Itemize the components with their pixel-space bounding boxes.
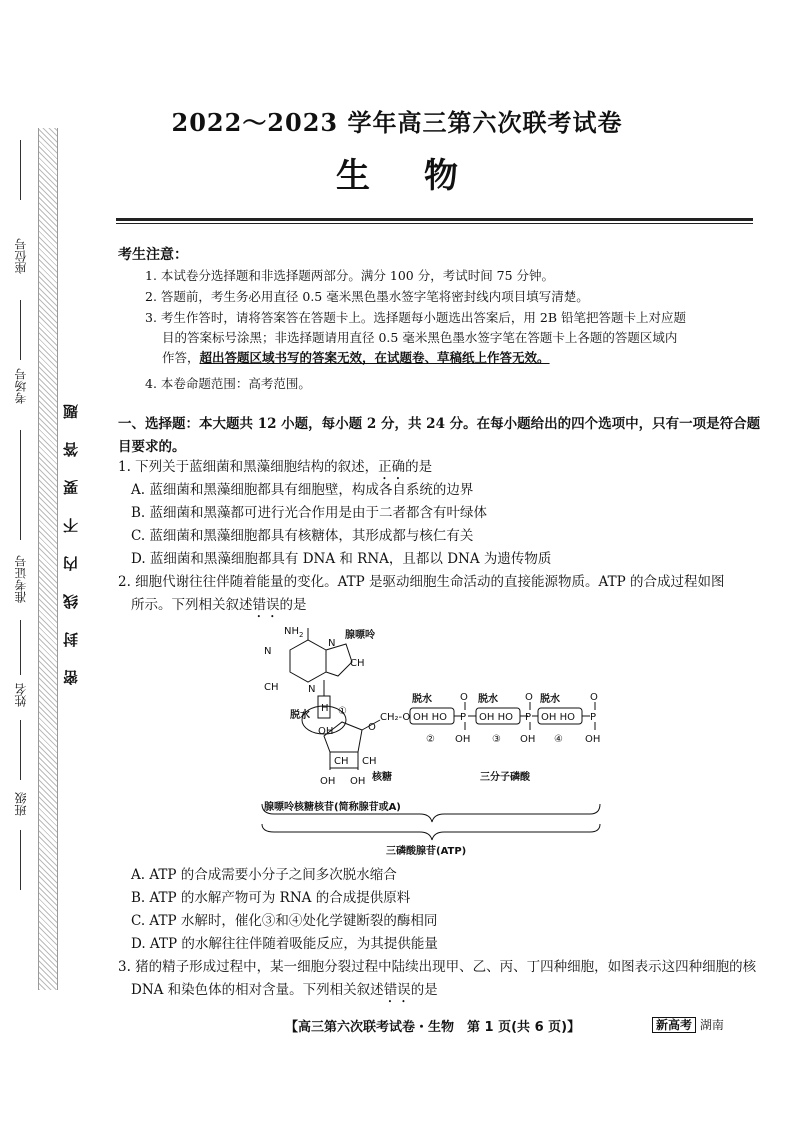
- dehydration-label: 脱水: [412, 694, 432, 705]
- notice-item: 4. 本卷命题范围：高考范围。: [145, 376, 311, 391]
- oh-ho-group: OH HO: [479, 712, 513, 723]
- notice-item-cont: [162, 348, 550, 368]
- o-atom: O: [525, 692, 533, 703]
- n-atom: N: [328, 638, 336, 649]
- notice-emphasis: 超出答题区域书写的答案无效，在试题卷、草稿纸上作答无效。: [199, 350, 550, 365]
- q3-stem-emphasis: 错误: [383, 982, 411, 998]
- binding-hatch: [38, 128, 58, 990]
- bond-mark-3: ③: [492, 734, 501, 745]
- ch-group: CH: [334, 756, 349, 767]
- bond-mark-4: ④: [554, 734, 563, 745]
- svg-text:NH2: [284, 626, 303, 639]
- q1-option-c: C. 蓝细菌和黑藻细胞都具有核糖体，其形成都与核仁有关: [131, 528, 474, 544]
- seat-number-field: 座位号: [14, 238, 28, 274]
- n-atom: N: [264, 646, 272, 657]
- adenosine-label: 腺嘌呤核糖核苷(简称腺苷或A): [264, 802, 401, 813]
- seal-char: 封: [62, 632, 80, 647]
- q2-option-a: A. ATP 的合成需要小分子之间多次脱水缩合: [131, 867, 397, 883]
- phosphorus-atom: P: [525, 712, 532, 723]
- question-2-stem-line2: [131, 594, 307, 621]
- brand-mark: [652, 1016, 724, 1033]
- o-atom: O: [368, 722, 376, 733]
- seal-char: 线: [62, 594, 80, 609]
- q2-stem-emphasis: 错误: [252, 597, 280, 613]
- notice-item: 1. 本试卷分选择题和非选择题两部分。满分 100 分，考试时间 75 分钟。: [145, 268, 555, 283]
- subject-title: 生物: [336, 156, 512, 196]
- atp-label: 三磷酸腺苷(ATP): [386, 846, 467, 857]
- q3-stem-text: DNA 和染色体的相对含量。下列相关叙述: [131, 982, 384, 998]
- question-2-stem-line1: 2. 细胞代谢往往伴随着能量的变化。ATP 是驱动细胞生命活动的直接能源物质。ATP 的合成过程如图: [118, 574, 725, 590]
- ch-group: CH: [350, 658, 365, 669]
- question-3-stem-line1: 3. 猪的精子形成过程中，某一细胞分裂过程中陆续出现甲、乙、丙、丁四种细胞，如图表示这四种细胞的核: [118, 959, 757, 975]
- header-rule-thin: [116, 223, 753, 224]
- admission-number-field: 准考证号: [14, 555, 28, 603]
- section-heading: 一、选择题：本大题共 12 小题，每小题 2 分，共 24 分。在每小题给出的四个选项中，只有一项是符合题目要求的。: [118, 416, 761, 455]
- h-atom: H: [321, 703, 329, 714]
- bond-mark-2: ②: [426, 734, 435, 745]
- class-field: 班级: [14, 792, 28, 816]
- phosphorus-atom: P: [460, 712, 467, 723]
- q2-option-b: B. ATP 的水解产物可为 RNA 的合成提供原料: [131, 890, 411, 906]
- q2-stem-tail: 的是: [279, 597, 307, 613]
- nh2-subscript: 2: [299, 631, 304, 639]
- q1-stem-emphasis: 正确: [378, 459, 406, 475]
- n-atom: N: [308, 684, 316, 695]
- name-field: 姓名: [14, 683, 28, 707]
- phosphorus-atom: P: [590, 712, 597, 723]
- exam-room-field: 考场号: [14, 368, 28, 404]
- oh-ho-group: OH HO: [541, 712, 575, 723]
- header-rule-thick: [116, 218, 753, 221]
- seal-char: 答: [62, 442, 80, 457]
- notice-text: 作答，: [162, 350, 200, 365]
- oh-group: OH: [455, 734, 471, 745]
- ch-group: CH: [264, 682, 279, 693]
- seal-char: 要: [62, 480, 80, 495]
- dehydration-label: 脱水: [540, 694, 560, 705]
- q3-stem-tail: 的是: [410, 982, 438, 998]
- nh2-label: NH: [284, 626, 299, 637]
- seal-char: 题: [62, 404, 80, 419]
- dehydration-label: 脱水: [478, 694, 498, 705]
- question-3-stem-line2: [131, 979, 438, 1006]
- oh-ho-group: OH HO: [413, 712, 447, 723]
- q2-stem-text: 所示。下列相关叙述: [131, 597, 253, 613]
- adenine-label: 腺嘌呤: [345, 630, 375, 641]
- q1-stem-text: 1. 下列关于蓝细菌和黑藻细胞结构的叙述，: [118, 459, 379, 475]
- q1-option-a: A. 蓝细菌和黑藻细胞都具有细胞壁，构成各自系统的边界: [131, 482, 474, 498]
- triphosphate-label: 三分子磷酸: [480, 772, 530, 783]
- oh-group: OH: [318, 726, 334, 737]
- seal-char: 不: [62, 518, 80, 533]
- page-footer: 【高三第六次联考试卷・生物 第 1 页(共 6 页)】: [285, 1020, 581, 1035]
- q2-option-c: C. ATP 水解时，催化③和④处化学键断裂的酶相同: [131, 913, 438, 929]
- brand-box: 新高考: [652, 1017, 696, 1033]
- dehydration-label: 脱水: [290, 710, 310, 721]
- exam-title: 2022～2023 学年高三第六次联考试卷: [171, 108, 623, 137]
- seal-char: 内: [62, 556, 80, 571]
- o-atom: O: [460, 692, 468, 703]
- notice-item-cont: 目的答案标号涂黑；非选择题请用直径 0.5 毫米黑色墨水签字笔在答题卡上各题的答题区域内: [162, 330, 678, 345]
- brand-region: 湖南: [699, 1018, 724, 1032]
- oh-group: OH: [520, 734, 536, 745]
- ch2o-group: CH₂-O: [380, 712, 411, 723]
- notice-heading: 考生注意：: [118, 247, 188, 263]
- q1-stem-tail: 的是: [405, 459, 433, 475]
- bond-mark-1: ①: [338, 706, 347, 717]
- notice-item: 3. 考生作答时，请将答案答在答题卡上。选择题每小题选出答案后，用 2B 铅笔把答题卡上对应题: [145, 310, 686, 325]
- seal-char: 密: [62, 670, 80, 685]
- oh-group: OH: [320, 776, 336, 787]
- atp-synthesis-figure: [250, 618, 610, 858]
- q1-option-d: D. 蓝细菌和黑藻细胞都具有 DNA 和 RNA，且都以 DNA 为遗传物质: [131, 551, 552, 567]
- o-atom: O: [590, 692, 598, 703]
- oh-group: OH: [350, 776, 366, 787]
- ribose-label: 核糖: [372, 772, 392, 783]
- oh-group: OH: [585, 734, 601, 745]
- notice-item: 2. 答题前，考生务必用直径 0.5 毫米黑色墨水签字笔将密封线内项目填写清楚。: [145, 289, 589, 304]
- q1-option-b: B. 蓝细菌和黑藻都可进行光合作用是由于二者都含有叶绿体: [131, 505, 488, 521]
- ch-group: CH: [362, 756, 377, 767]
- q2-option-d: D. ATP 的水解往往伴随着吸能反应，为其提供能量: [131, 936, 438, 952]
